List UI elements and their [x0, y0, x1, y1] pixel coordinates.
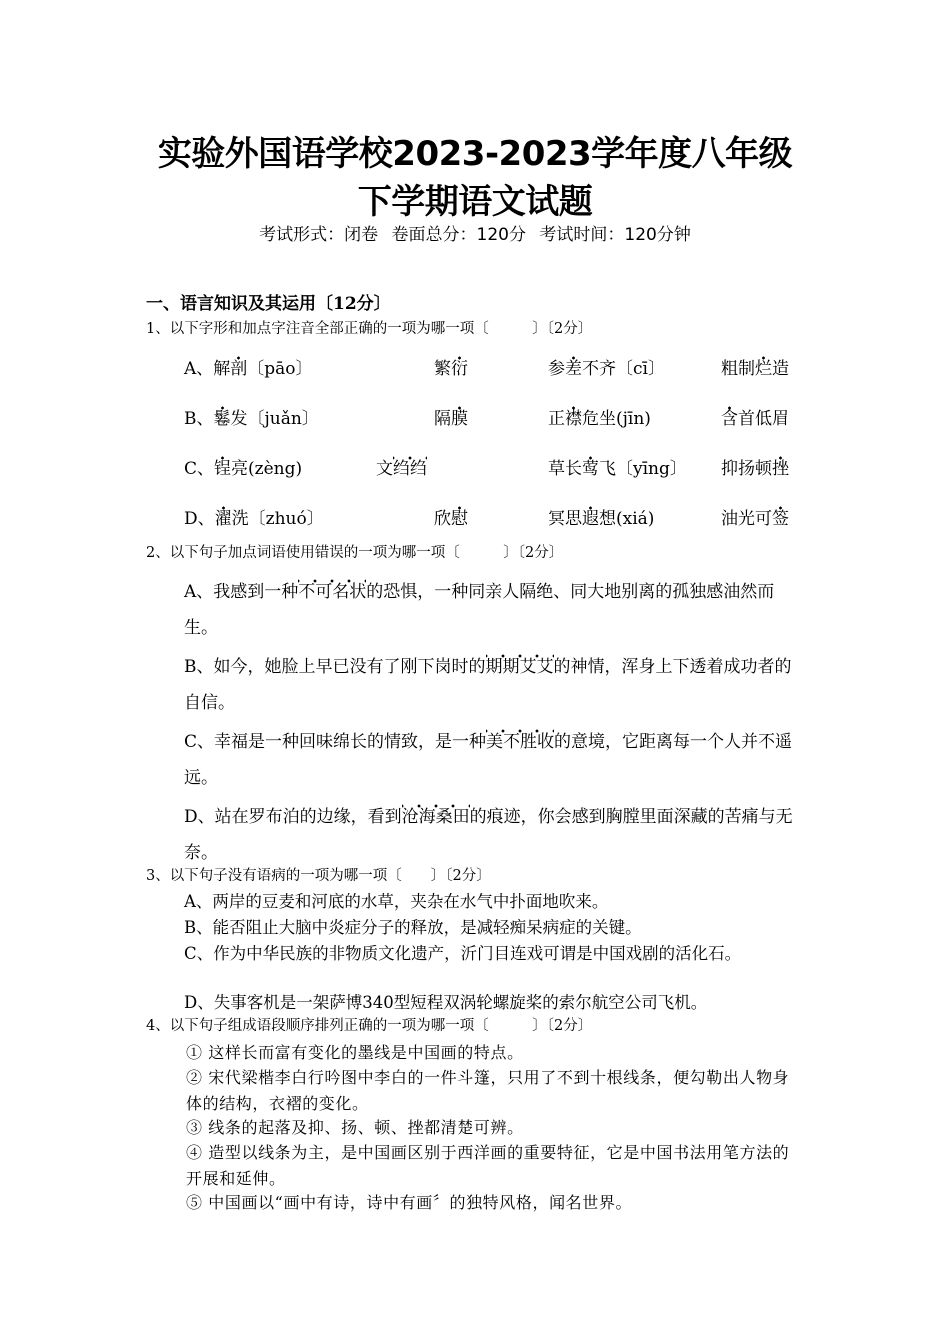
exam-form: 考试形式：闭卷	[259, 225, 379, 245]
q1-option-b-col2: 隔膜	[434, 408, 468, 430]
question-1-stem: 1、以下字形和加点字注音全部正确的一项为哪一项〔 〕〔2分〕	[146, 321, 593, 337]
q2-option-c: C、幸福是一种回味绵长的情致，是一种美不胜收的意境，它距离每一个人并不遥远。	[184, 724, 796, 796]
exam-time: 考试时间：120分钟	[539, 225, 691, 245]
exam-info	[0, 222, 950, 248]
q3-option-d: D、失事客机是一架萨博340型短程双涡轮螺旋桨的索尔航空公司飞机。	[184, 993, 708, 1012]
q1-option-c-col4: 抑扬顿挫	[721, 458, 789, 480]
q2-option-d: D、站在罗布泊的边缘，看到沧海桑田的痕迹，你会感到胸膛里面深藏的苦痛与无奈。	[184, 799, 796, 871]
q2-option-a: A、我感到一种不可名状的恐惧，一种同亲人隔绝、同大地别离的孤独感油然而生。	[184, 574, 796, 646]
question-4-stem: 4、以下句子组成语段顺序排列正确的一项为哪一项〔 〕〔2分〕	[146, 1018, 593, 1034]
q1-option-b-col4: 含首低眉	[721, 408, 789, 430]
q4-sentence-3: ③ 线条的起落及抑、扬、顿、挫都清楚可辨。	[186, 1118, 524, 1137]
q1-option-d-col2: 欣慰	[434, 508, 468, 530]
q1-option-c-col2: 文绉绉	[376, 458, 427, 480]
q3-option-c: C、作为中华民族的非物质文化遗产，沂门目连戏可谓是中国戏剧的活化石。	[184, 944, 742, 963]
q1-option-a-col2: 繁衍	[434, 358, 468, 380]
q4-sentence-2: ② 宋代梁楷李白行吟图中李白的一件斗篷，只用了不到十根线条，便勾勒出人物身体的结构，衣褶的变化。	[186, 1068, 790, 1113]
total-score: 卷面总分：120分	[391, 225, 526, 245]
q1-option-a-col4: 粗制烂造	[721, 358, 789, 380]
q3-option-a: A、两岸的豆麦和河底的水草，夹杂在水气中扑面地吹来。	[184, 892, 609, 911]
q1-option-d-col3: 冥思遐想(xiá)	[548, 508, 654, 530]
q1-option-b-col3: 正襟危坐(jīn)	[548, 408, 651, 430]
q1-option-b-col1: B、鬈发〔juǎn〕	[184, 408, 319, 430]
question-2-stem: 2、以下句子加点词语使用错误的一项为哪一项〔 〕〔2分〕	[146, 545, 564, 561]
q4-sentence-1: ① 这样长而富有变化的墨线是中国画的特点。	[186, 1043, 524, 1062]
q3-option-b: B、能否阻止大脑中炎症分子的释放，是减轻痴呆病症的关键。	[184, 918, 642, 937]
section-heading: 一、语言知识及其运用〔12分〕	[146, 294, 391, 314]
q1-option-a-col3: 参差不齐〔cī〕	[548, 358, 665, 380]
exam-title-line1: 实验外国语学校2023-2023学年度八年级	[157, 134, 793, 174]
q1-option-c-col3: 草长莺飞〔yīng〕	[548, 458, 687, 480]
q1-option-c-col1: C、锃亮(zèng)	[184, 458, 302, 480]
q2-option-b: B、如今，她脸上早已没有了刚下岗时的期期艾艾的神情，浑身上下透着成功者的自信。	[184, 649, 796, 721]
q1-option-d-col4: 油光可签	[721, 508, 789, 530]
q4-sentence-5: ⑤ 中国画以“画中有诗，诗中有画〞的独特风格，闻名世界。	[186, 1193, 633, 1212]
question-3-stem: 3、以下句子没有语病的一项为哪一项〔 〕〔2分〕	[146, 868, 491, 884]
q1-option-d-col1: D、濯洗〔zhuó〕	[184, 508, 324, 530]
exam-title-line2: 下学期语文试题	[357, 182, 593, 222]
q4-sentence-4: ④ 造型以线条为主，是中国画区别于西洋画的重要特征，它是中国书法用笔方法的开展和延伸。	[186, 1143, 790, 1188]
q1-option-a-col1: A、解剖〔pāo〕	[184, 358, 313, 380]
